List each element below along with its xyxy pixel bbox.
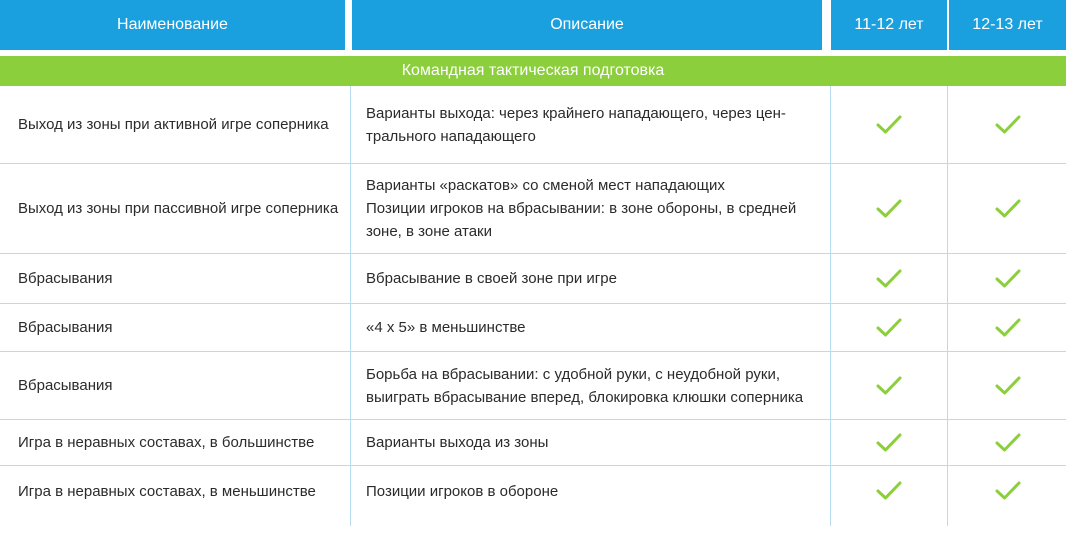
row-age-11-12 [831, 352, 947, 419]
table-row [0, 420, 1066, 466]
table-row [0, 164, 1066, 254]
row-description: Позиции игроков в обороне [366, 482, 559, 500]
row-description: «4 х 5» в меньшинстве [366, 319, 526, 336]
table-row [0, 466, 1066, 516]
row-age-12-13 [949, 466, 1066, 516]
row-age-11-12 [831, 304, 947, 351]
checkmark-icon [876, 269, 902, 289]
row-age-12-13 [949, 304, 1066, 351]
checkmark-icon [876, 433, 902, 453]
section-title: Командная тактическая подготовка [0, 56, 1066, 86]
row-age-12-13 [949, 254, 1066, 303]
checkmark-icon [876, 115, 902, 135]
checkmark-icon [876, 318, 902, 338]
table-row [0, 86, 1066, 164]
row-name: Выход из зоны при активной игре соперника [18, 116, 329, 133]
table-row [0, 304, 1066, 352]
row-age-12-13 [949, 164, 1066, 253]
row-name: Игра в неравных составах, в большинстве [18, 434, 315, 451]
row-age-11-12 [831, 164, 947, 253]
row-description: Варианты «раскатов» со сменой мест нападающих Позиции игроков на вбрасывании: в зоне обороны, в средней зоне, в зоне атаки [366, 177, 797, 240]
row-age-11-12 [831, 254, 947, 303]
row-age-11-12 [831, 86, 947, 163]
checkmark-icon [995, 433, 1021, 453]
row-description: Вбрасывание в своей зоне при игре [366, 270, 617, 287]
table-row [0, 352, 1066, 420]
checkmark-icon [995, 376, 1021, 396]
header-description: Описание [352, 0, 822, 50]
header-name: Наименование [0, 0, 345, 50]
row-name: Игра в неравных составах, в меньшинстве [18, 482, 316, 500]
row-description: Варианты выхода: через крайнего нападающего, через цен- трального нападающего [366, 104, 786, 145]
row-description: Варианты выхода из зоны [366, 434, 549, 451]
checkmark-icon [995, 481, 1021, 501]
checkmark-icon [995, 115, 1021, 135]
row-age-11-12 [831, 420, 947, 465]
row-name: Выход из зоны при пассивной игре соперника [18, 200, 339, 217]
row-age-12-13 [949, 86, 1066, 163]
checkmark-icon [995, 318, 1021, 338]
table-header [0, 0, 1066, 56]
row-age-12-13 [949, 420, 1066, 465]
row-name: Вбрасывания [18, 270, 113, 287]
row-name: Вбрасывания [18, 319, 113, 336]
row-name: Вбрасывания [18, 377, 113, 394]
checkmark-icon [876, 376, 902, 396]
row-description: Борьба на вбрасывании: с удобной руки, с неудобной руки, выиграть вбрасывание вперед, блокировка клюшки соперника [366, 365, 804, 406]
checkmark-icon [995, 269, 1021, 289]
row-age-11-12 [831, 466, 947, 516]
checkmark-icon [995, 199, 1021, 219]
checkmark-icon [876, 199, 902, 219]
checkmark-icon [876, 481, 902, 501]
table-row [0, 254, 1066, 304]
header-age-12-13: 12-13 лет [949, 0, 1066, 50]
row-age-12-13 [949, 352, 1066, 419]
header-age-11-12: 11-12 лет [831, 0, 947, 50]
